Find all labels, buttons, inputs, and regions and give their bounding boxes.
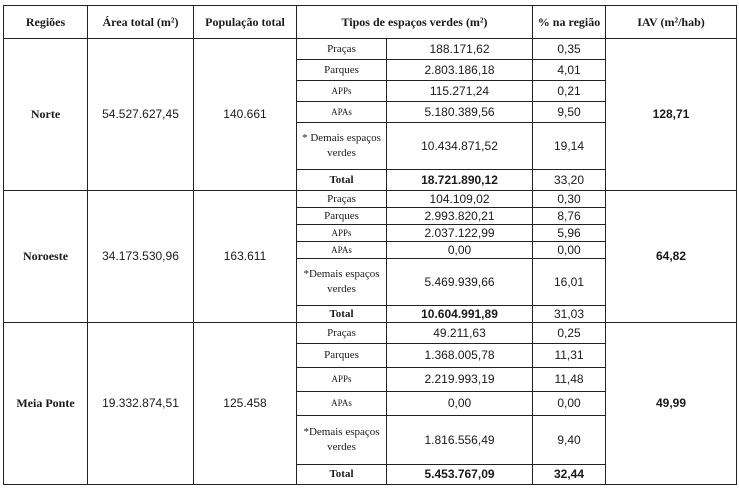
header-regioes: Regiões	[4, 6, 88, 39]
header-area-total: Área total (m²)	[88, 6, 194, 39]
type-label: Parques	[297, 60, 387, 81]
region-area: 19.332.874,51	[88, 323, 194, 485]
type-area: 0,00	[387, 242, 533, 259]
table-row	[4, 323, 737, 344]
type-area: 1.368.005,78	[387, 344, 533, 368]
total-area: 18.721.890,12	[387, 170, 533, 191]
type-pct: 11,31	[533, 344, 606, 368]
total-pct: 31,03	[533, 306, 606, 323]
type-pct: 16,01	[533, 259, 606, 306]
type-pct: 0,25	[533, 323, 606, 344]
header-populacao-total: População total	[194, 6, 297, 39]
type-area: 49.211,63	[387, 323, 533, 344]
type-area: 115.271,24	[387, 81, 533, 102]
total-area: 10.604.991,89	[387, 306, 533, 323]
type-pct: 0,00	[533, 242, 606, 259]
type-area: 1.816.556,49	[387, 416, 533, 465]
region-name: Noroeste	[4, 191, 88, 323]
type-label: Parques	[297, 208, 387, 225]
type-label: Praças	[297, 39, 387, 60]
type-label: APPs	[297, 81, 387, 102]
table-row	[4, 191, 737, 208]
type-area: 188.171,62	[387, 39, 533, 60]
type-label: APPs	[297, 368, 387, 392]
header-iav: IAV (m²/hab)	[606, 6, 737, 39]
type-label: *Demais espaços verdes	[297, 416, 387, 465]
type-pct: 0,21	[533, 81, 606, 102]
type-pct: 0,30	[533, 191, 606, 208]
region-area: 34.173.530,96	[88, 191, 194, 323]
type-label: Praças	[297, 323, 387, 344]
type-pct: 11,48	[533, 368, 606, 392]
region-group-norte	[4, 39, 737, 191]
type-pct: 19,14	[533, 123, 606, 170]
type-area: 2.037.122,99	[387, 225, 533, 242]
region-iav: 64,82	[606, 191, 737, 323]
header-pct-regiao: % na região	[533, 6, 606, 39]
total-label: Total	[297, 465, 387, 485]
type-label: Parques	[297, 344, 387, 368]
region-name: Norte	[4, 39, 88, 191]
region-area: 54.527.627,45	[88, 39, 194, 191]
region-group-meia-ponte	[4, 323, 737, 485]
type-pct: 0,35	[533, 39, 606, 60]
type-label: APAs	[297, 102, 387, 123]
type-pct: 8,76	[533, 208, 606, 225]
type-label: APAs	[297, 242, 387, 259]
total-pct: 32,44	[533, 465, 606, 485]
type-label: *Demais espaços verdes	[297, 259, 387, 306]
total-pct: 33,20	[533, 170, 606, 191]
total-label: Total	[297, 170, 387, 191]
region-population: 125.458	[194, 323, 297, 485]
type-area: 2.993.820,21	[387, 208, 533, 225]
region-iav: 49,99	[606, 323, 737, 485]
type-label: APAs	[297, 392, 387, 416]
region-group-noroeste	[4, 191, 737, 323]
total-label: Total	[297, 306, 387, 323]
region-name: Meia Ponte	[4, 323, 88, 485]
type-area: 5.180.389,56	[387, 102, 533, 123]
type-label: * Demais espaços verdes	[297, 123, 387, 170]
type-label: Praças	[297, 191, 387, 208]
type-pct: 9,40	[533, 416, 606, 465]
type-pct: 4,01	[533, 60, 606, 81]
type-pct: 9,50	[533, 102, 606, 123]
header-tipos-espacos-verdes: Tipos de espaços verdes (m²)	[297, 6, 533, 39]
type-label: APPs	[297, 225, 387, 242]
region-population: 140.661	[194, 39, 297, 191]
type-area: 2.803.186,18	[387, 60, 533, 81]
table-header	[4, 6, 737, 39]
type-pct: 0,00	[533, 392, 606, 416]
type-pct: 5,96	[533, 225, 606, 242]
region-population: 163.611	[194, 191, 297, 323]
type-area: 2.219.993,19	[387, 368, 533, 392]
total-area: 5.453.767,09	[387, 465, 533, 485]
green-areas-table	[3, 5, 737, 485]
type-area: 10.434.871,52	[387, 123, 533, 170]
type-area: 0,00	[387, 392, 533, 416]
region-iav: 128,71	[606, 39, 737, 191]
type-area: 5.469.939,66	[387, 259, 533, 306]
type-area: 104.109,02	[387, 191, 533, 208]
table-row	[4, 39, 737, 60]
